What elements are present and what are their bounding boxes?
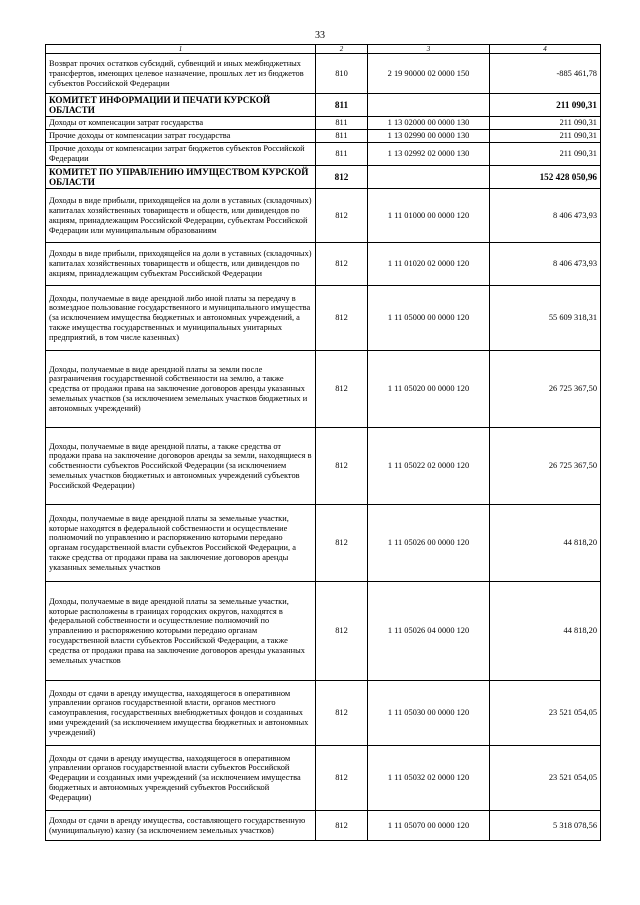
- administrator-code: 811: [316, 117, 368, 130]
- section-heading-row: [46, 166, 601, 189]
- row-description: Доходы от сдачи в аренду имущества, составляющего государственную (муниципальную) казну (за исключением земельных участков): [46, 811, 316, 841]
- amount: 8 406 473,93: [490, 243, 601, 286]
- row-description: Доходы, получаемые в виде арендной платы за земельные участки, которые находятся в федеральной собственности и осуществление полномочий по управлению и распоряжению которыми передано органам государственной власти субъектов Российской Федерации, а также средства от продажи права на заключение договоров аренды указанных земельных участков: [46, 505, 316, 582]
- row-description: Возврат прочих остатков субсидий, субвенций и иных межбюджетных трансфертов, имеющих целевое назначение, прошлых лет из бюджетов субъектов Российской Федерации: [46, 54, 316, 94]
- table-row: [46, 681, 601, 746]
- budget-classification-code: 1 11 01000 00 0000 120: [368, 189, 490, 243]
- row-description: Доходы, получаемые в виде арендной платы за земли после разграничения государственной собственности на землю, а также средства от продажи права на заключение договоров аренды указанных земельных участков (за исключением земельных участков бюджетных и автономных учреждений): [46, 351, 316, 428]
- administrator-code: 811: [316, 94, 368, 117]
- amount: 211 090,31: [490, 117, 601, 130]
- administrator-code: 812: [316, 582, 368, 681]
- amount: 23 521 054,05: [490, 746, 601, 811]
- administrator-code: 812: [316, 811, 368, 841]
- row-description: Доходы в виде прибыли, приходящейся на доли в уставных (складочных) капиталах хозяйственных товариществ и обществ, или дивидендов по акциям, принадлежащим Российской Федерации, субъектам Российской Федерации или муниципальным образованиям: [46, 189, 316, 243]
- administrator-code: 812: [316, 351, 368, 428]
- revenue-table: [45, 44, 601, 841]
- table-row: [46, 351, 601, 428]
- budget-classification-code: 1 11 05026 00 0000 120: [368, 505, 490, 582]
- administrator-code: 812: [316, 505, 368, 582]
- row-description: Доходы в виде прибыли, приходящейся на доли в уставных (складочных) капиталах хозяйственных товариществ и обществ, или дивидендов по акциям, принадлежащим субъектам Российской Федерации: [46, 243, 316, 286]
- budget-classification-code: 1 11 05020 00 0000 120: [368, 351, 490, 428]
- administrator-code: 812: [316, 189, 368, 243]
- table-row: [46, 54, 601, 94]
- amount: 5 318 078,56: [490, 811, 601, 841]
- budget-classification-code: 1 11 01020 02 0000 120: [368, 243, 490, 286]
- budget-classification-code: 1 11 05032 02 0000 120: [368, 746, 490, 811]
- amount: 8 406 473,93: [490, 189, 601, 243]
- column-number: 2: [316, 45, 368, 54]
- budget-classification-code: 1 11 05000 00 0000 120: [368, 286, 490, 351]
- amount: 211 090,31: [490, 130, 601, 143]
- column-number: 4: [490, 45, 601, 54]
- budget-classification-code: 1 11 05022 02 0000 120: [368, 428, 490, 505]
- budget-classification-code: [368, 94, 490, 117]
- table-row: [46, 746, 601, 811]
- column-number: 3: [368, 45, 490, 54]
- administrator-code: 812: [316, 428, 368, 505]
- amount: -885 461,78: [490, 54, 601, 94]
- row-description: Доходы, получаемые в виде арендной платы, а также средства от продажи права на заключение договоров аренды за земли, находящиеся в собственности субъектов Российской Федерации (за исключением земельных участков бюджетных и автономных учреждений субъектов Российской Федерации): [46, 428, 316, 505]
- row-description: Доходы от сдачи в аренду имущества, находящегося в оперативном управлении органов государственной власти, органов местного самоуправления, государственных внебюджетных фондов и созданных ими учреждений (за исключением имущества бюджетных и автономных учреждений): [46, 681, 316, 746]
- table-row: [46, 130, 601, 143]
- administrator-code: 811: [316, 130, 368, 143]
- administrator-code: 811: [316, 143, 368, 166]
- table-row: [46, 811, 601, 841]
- budget-classification-code: 1 13 02000 00 0000 130: [368, 117, 490, 130]
- section-heading-row: [46, 94, 601, 117]
- amount: 211 090,31: [490, 143, 601, 166]
- budget-classification-code: 1 13 02990 00 0000 130: [368, 130, 490, 143]
- table-row: [46, 286, 601, 351]
- amount: 211 090,31: [490, 94, 601, 117]
- administrator-code: 812: [316, 243, 368, 286]
- budget-classification-code: 1 13 02992 02 0000 130: [368, 143, 490, 166]
- row-description: КОМИТЕТ ПО УПРАВЛЕНИЮ ИМУЩЕСТВОМ КУРСКОЙ ОБЛАСТИ: [46, 166, 316, 189]
- column-number-row: [46, 45, 601, 54]
- row-description: Прочие доходы от компенсации затрат государства: [46, 130, 316, 143]
- table-row: [46, 117, 601, 130]
- table-row: [46, 428, 601, 505]
- table-row: [46, 189, 601, 243]
- amount: 23 521 054,05: [490, 681, 601, 746]
- amount: 44 818,20: [490, 505, 601, 582]
- administrator-code: 810: [316, 54, 368, 94]
- amount: 55 609 318,31: [490, 286, 601, 351]
- table-row: [46, 143, 601, 166]
- administrator-code: 812: [316, 746, 368, 811]
- table-row: [46, 582, 601, 681]
- administrator-code: 812: [316, 166, 368, 189]
- budget-classification-code: 1 11 05026 04 0000 120: [368, 582, 490, 681]
- budget-classification-code: [368, 166, 490, 189]
- amount: 152 428 050,96: [490, 166, 601, 189]
- amount: 26 725 367,50: [490, 428, 601, 505]
- row-description: Прочие доходы от компенсации затрат бюджетов субъектов Российской Федерации: [46, 143, 316, 166]
- row-description: Доходы, получаемые в виде арендной платы за земельные участки, которые расположены в границах городских округов, находятся в федеральной собственности и осуществление полномочий по управлению и распоряжению которыми передано органам государственной власти субъектов Российской Федерации, а также средства от продажи права на заключение договоров аренды указанных земельных участков: [46, 582, 316, 681]
- amount: 26 725 367,50: [490, 351, 601, 428]
- budget-classification-code: 1 11 05030 00 0000 120: [368, 681, 490, 746]
- administrator-code: 812: [316, 681, 368, 746]
- page-number: 33: [315, 30, 325, 41]
- column-number: 1: [46, 45, 316, 54]
- row-description: Доходы, получаемые в виде арендной либо иной платы за передачу в возмездное пользование государственного и муниципального имущества (за исключением имущества бюджетных и автономных учреждений, а также имущества государственных и муниципальных унитарных предприятий, в том числе казенных): [46, 286, 316, 351]
- budget-classification-code: 1 11 05070 00 0000 120: [368, 811, 490, 841]
- row-description: КОМИТЕТ ИНФОРМАЦИИ И ПЕЧАТИ КУРСКОЙ ОБЛАСТИ: [46, 94, 316, 117]
- table-row: [46, 243, 601, 286]
- row-description: Доходы от сдачи в аренду имущества, находящегося в оперативном управлении органов государственной власти субъектов Российской Федерации и созданных ими учреждений (за исключением имущества бюджетных и автономных учреждений субъектов Российской Федерации): [46, 746, 316, 811]
- row-description: Доходы от компенсации затрат государства: [46, 117, 316, 130]
- budget-classification-code: 2 19 90000 02 0000 150: [368, 54, 490, 94]
- amount: 44 818,20: [490, 582, 601, 681]
- table-row: [46, 505, 601, 582]
- administrator-code: 812: [316, 286, 368, 351]
